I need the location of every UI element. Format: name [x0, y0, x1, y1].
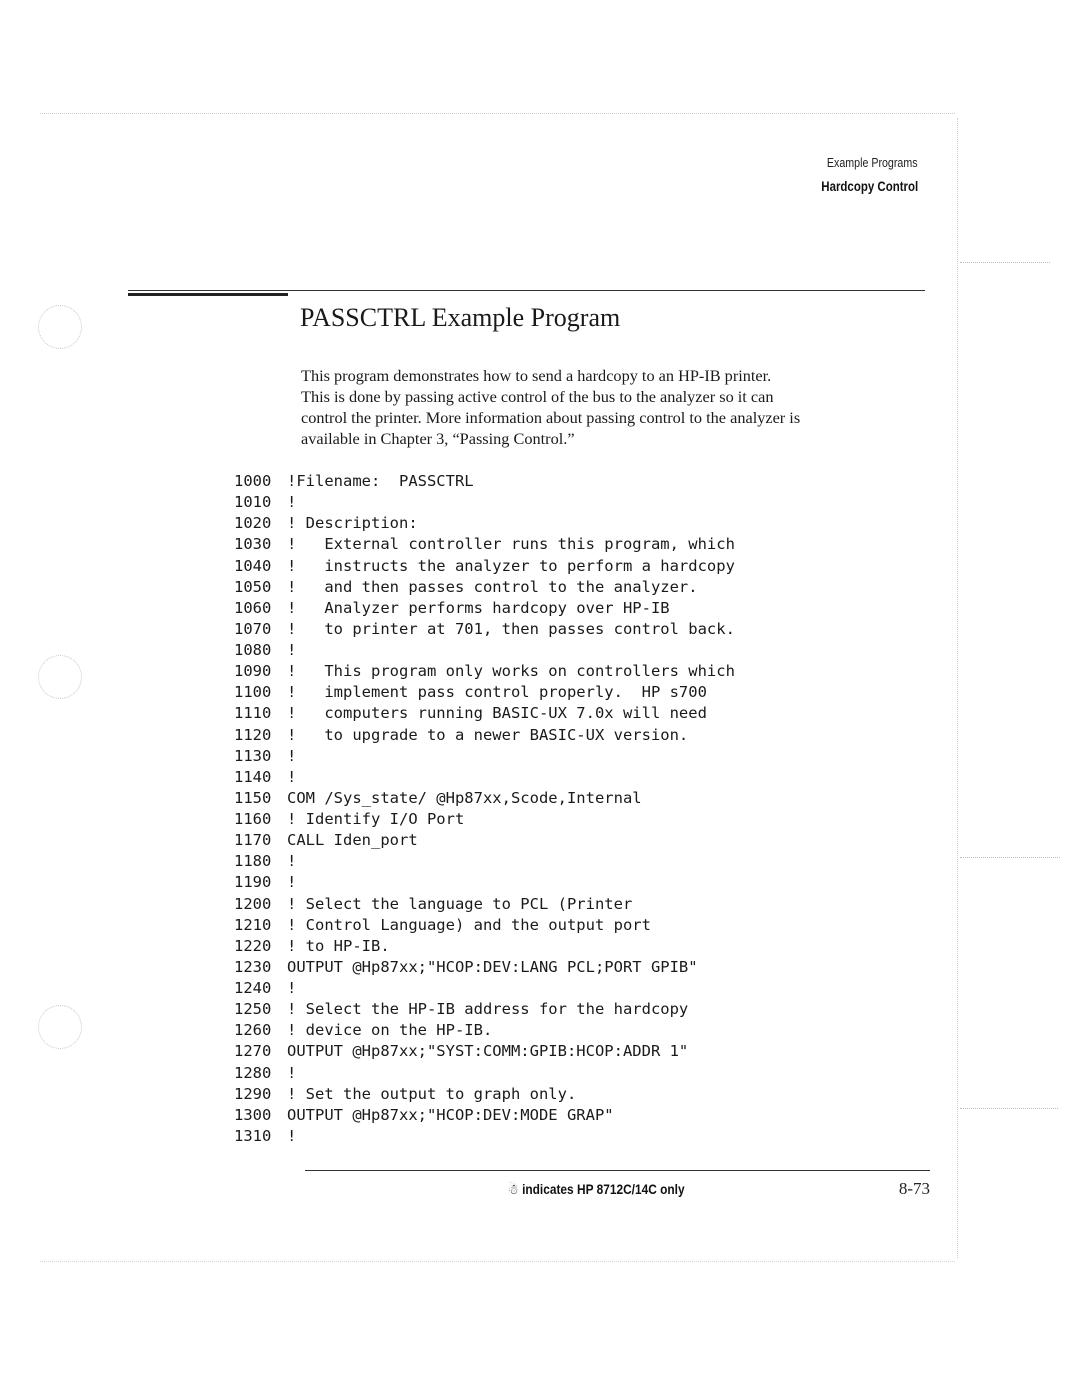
code-line	[234, 978, 735, 999]
code-line	[234, 725, 735, 746]
code-listing	[234, 471, 735, 1147]
running-header-section: Example Programs	[827, 155, 918, 170]
code-text: !	[287, 746, 297, 765]
code-text: ! instructs the analyzer to perform a hardcopy	[287, 556, 735, 575]
instrument-symbol-icon: ☃	[508, 1181, 519, 1197]
line-number: 1120	[234, 725, 272, 744]
line-number: 1310	[234, 1126, 272, 1145]
line-number: 1240	[234, 979, 272, 997]
line-number: 1260	[234, 1021, 272, 1040]
line-number: 1110	[234, 704, 272, 723]
intro-line: This program demonstrates how to send a hardcopy to an HP-IB printer.	[301, 366, 772, 385]
code-line	[234, 682, 735, 703]
code-text: OUTPUT @Hp87xx;"HCOP:DEV:LANG PCL;PORT GPIB"	[287, 957, 698, 976]
line-number: 1280	[234, 1063, 272, 1082]
line-number: 1020	[234, 514, 272, 533]
line-number: 1290	[234, 1084, 272, 1103]
scan-border-top	[40, 113, 955, 114]
code-text: ! computers running BASIC-UX 7.0x will need	[287, 704, 707, 723]
code-text: ! to printer at 701, then passes control back.	[287, 619, 735, 638]
code-text: ! Analyzer performs hardcopy over HP-IB	[287, 598, 670, 617]
line-number: 1040	[234, 556, 272, 575]
code-text: ! Select the HP-IB address for the hardcopy	[287, 1000, 689, 1019]
line-number: 1050	[234, 577, 272, 596]
code-text: !	[287, 1063, 297, 1082]
line-number: 1030	[234, 535, 272, 554]
scan-mark	[960, 1108, 1058, 1109]
code-text: COM /Sys_state/ @Hp87xx,Scode,Internal	[287, 788, 642, 807]
line-number: 1180	[234, 852, 272, 871]
line-number: 1070	[234, 619, 272, 638]
code-line	[234, 492, 735, 513]
code-line	[234, 830, 735, 851]
footer-note-text: indicates HP 8712C/14C only	[522, 1181, 685, 1197]
code-text: ! Set the output to graph only.	[287, 1084, 577, 1103]
code-text: !	[287, 979, 297, 997]
code-line	[234, 1105, 735, 1126]
code-text: CALL Iden_port	[287, 831, 418, 850]
line-number: 1210	[234, 915, 272, 934]
code-line	[234, 936, 735, 957]
line-number: 1150	[234, 788, 272, 807]
scan-border-bottom	[40, 1261, 955, 1262]
intro-line: control the printer. More information about passing control to the analyzer is	[301, 408, 801, 427]
line-number: 1300	[234, 1105, 272, 1124]
line-number: 1130	[234, 746, 272, 765]
code-line	[234, 598, 735, 619]
line-number: 1140	[234, 767, 272, 786]
line-number: 1230	[234, 957, 272, 976]
title-rule	[128, 290, 925, 291]
code-text: !	[287, 641, 297, 659]
code-line	[234, 471, 735, 492]
code-text: !	[287, 873, 297, 892]
code-text: !	[287, 767, 297, 786]
title-rule-accent	[128, 293, 288, 296]
code-line	[234, 872, 735, 893]
running-header-subsection: Hardcopy Control	[821, 178, 918, 194]
code-line	[234, 703, 735, 724]
code-line	[234, 809, 735, 830]
line-number: 1270	[234, 1042, 272, 1061]
code-line	[234, 788, 735, 809]
intro-line: available in Chapter 3, “Passing Control.”	[301, 429, 575, 448]
code-line	[234, 915, 735, 936]
code-line	[234, 534, 735, 555]
code-text: OUTPUT @Hp87xx;"SYST:COMM:GPIB:HCOP:ADDR 1"	[287, 1042, 689, 1061]
page-title: PASSCTRL Example Program	[300, 303, 621, 332]
line-number: 1220	[234, 936, 272, 955]
code-line	[234, 640, 735, 661]
code-text: ! Select the language to PCL (Printer	[287, 894, 633, 913]
punch-hole	[38, 305, 82, 349]
code-line	[234, 577, 735, 598]
code-line	[234, 746, 735, 767]
code-line	[234, 1063, 735, 1084]
code-line	[234, 661, 735, 682]
page-number: 8-73	[898, 1179, 930, 1198]
code-text: OUTPUT @Hp87xx;"HCOP:DEV:MODE GRAP"	[287, 1105, 614, 1124]
line-number: 1090	[234, 662, 272, 681]
code-text: ! device on the HP-IB.	[287, 1021, 493, 1040]
code-text: !	[287, 1126, 297, 1145]
code-line	[234, 1020, 735, 1041]
scan-mark	[960, 262, 1050, 263]
code-text: ! implement pass control properly. HP s700	[287, 683, 707, 702]
punch-hole	[38, 655, 82, 699]
code-text: !	[287, 852, 297, 871]
code-line	[234, 513, 735, 534]
code-line	[234, 851, 735, 872]
footer-rule	[305, 1170, 930, 1171]
code-line	[234, 767, 735, 788]
code-text: !Filename: PASSCTRL	[287, 472, 474, 490]
intro-paragraph	[301, 365, 931, 449]
line-number: 1060	[234, 598, 272, 617]
line-number: 1160	[234, 810, 272, 828]
code-line	[234, 619, 735, 640]
punch-hole	[38, 1005, 82, 1049]
scan-border-right	[957, 118, 958, 1258]
footer-note	[508, 1181, 685, 1198]
code-text: ! External controller runs this program, which	[287, 535, 735, 554]
line-number: 1250	[234, 1000, 272, 1019]
code-line	[234, 1126, 735, 1147]
code-line	[234, 1041, 735, 1062]
code-line	[234, 957, 735, 978]
code-text: ! to upgrade to a newer BASIC-UX version.	[287, 725, 689, 744]
code-text: ! to HP-IB.	[287, 936, 390, 955]
line-number: 1080	[234, 641, 272, 659]
code-line	[234, 999, 735, 1020]
code-text: ! Control Language) and the output port	[287, 915, 651, 934]
intro-line: This is done by passing active control of the bus to the analyzer so it can	[301, 387, 774, 406]
code-text: ! This program only works on controllers which	[287, 662, 735, 681]
code-text: ! Identify I/O Port	[287, 810, 465, 828]
code-line	[234, 1084, 735, 1105]
line-number: 1170	[234, 831, 272, 850]
line-number: 1200	[234, 894, 272, 913]
line-number: 1190	[234, 873, 272, 892]
code-text: ! Description:	[287, 514, 418, 533]
code-text: ! and then passes control to the analyzer.	[287, 577, 698, 596]
code-line	[234, 894, 735, 915]
scan-mark	[960, 857, 1060, 858]
line-number: 1010	[234, 493, 272, 512]
code-text: !	[287, 493, 297, 512]
line-number: 1100	[234, 683, 272, 702]
line-number: 1000	[234, 472, 272, 490]
code-line	[234, 556, 735, 577]
